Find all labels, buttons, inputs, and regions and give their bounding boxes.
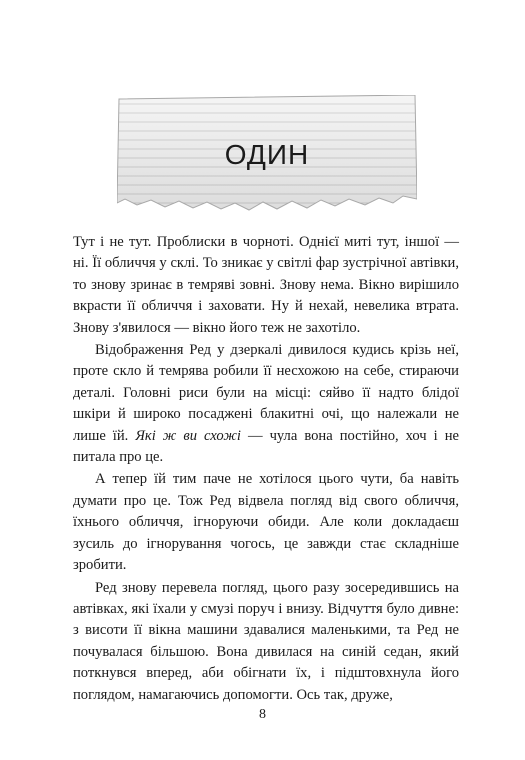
paragraph-2 (73, 340, 459, 468)
paragraph-1: Тут і не тут. Проблиски в чорноті. Однієї миті тут, іншої — ні. Її обличчя у склі. То зникає у світлі фар зустрічної автівки, то знову зринає в темряві зовні. Знову нема. Вікно вирішило вкрасти її обличчя і заховати. Ну й нехай, невелика втрата. Знову з'явилося — вікно його теж не захотіло. (73, 234, 459, 336)
chapter-heading-banner (117, 95, 417, 213)
paragraph-2-text-end: — чула вона постійно, хоч і не питала про це. (73, 427, 459, 466)
paragraph-3: А тепер їй тим паче не хотілося цього чути, ба навіть думати про це. Тож Ред відвела погляд від свого обличчя, їхнього обличчя, ігноруючи обиди. Але коли докладаєш зусиль до ігнорування чогось, це завжди стає складніше зробити. (73, 471, 459, 574)
italic-quote: Які ж ви схожі (135, 427, 241, 444)
paragraph-2-text-start: Відображення Ред у дзеркалі дивилося кудись крізь неї, проте скло й темрява робили її несхожою на себе, стираючи деталі. Головні риси були на місці: сяйво її надто блідої шкіри й широко посаджені блакитні очі, що належали не лише їй. (73, 342, 459, 444)
chapter-body-text (73, 232, 459, 706)
chapter-title: ОДИН (224, 139, 310, 170)
page-number: 8 (259, 707, 266, 722)
paragraph-4: Ред знову перевела погляд, цього разу зосередившись на автівках, які їхали у смузі поруч і внизу. Відчуття було дивне: з висоти її вікна машини здавалися маленькими, та Ред не почувалася більшою. Вона дивилася на синій седан, який поткнувся вперед, аби обігнати їх, і підштовхнула його поглядом, намагаючись допомогти. Ось так, друже, (73, 579, 459, 703)
